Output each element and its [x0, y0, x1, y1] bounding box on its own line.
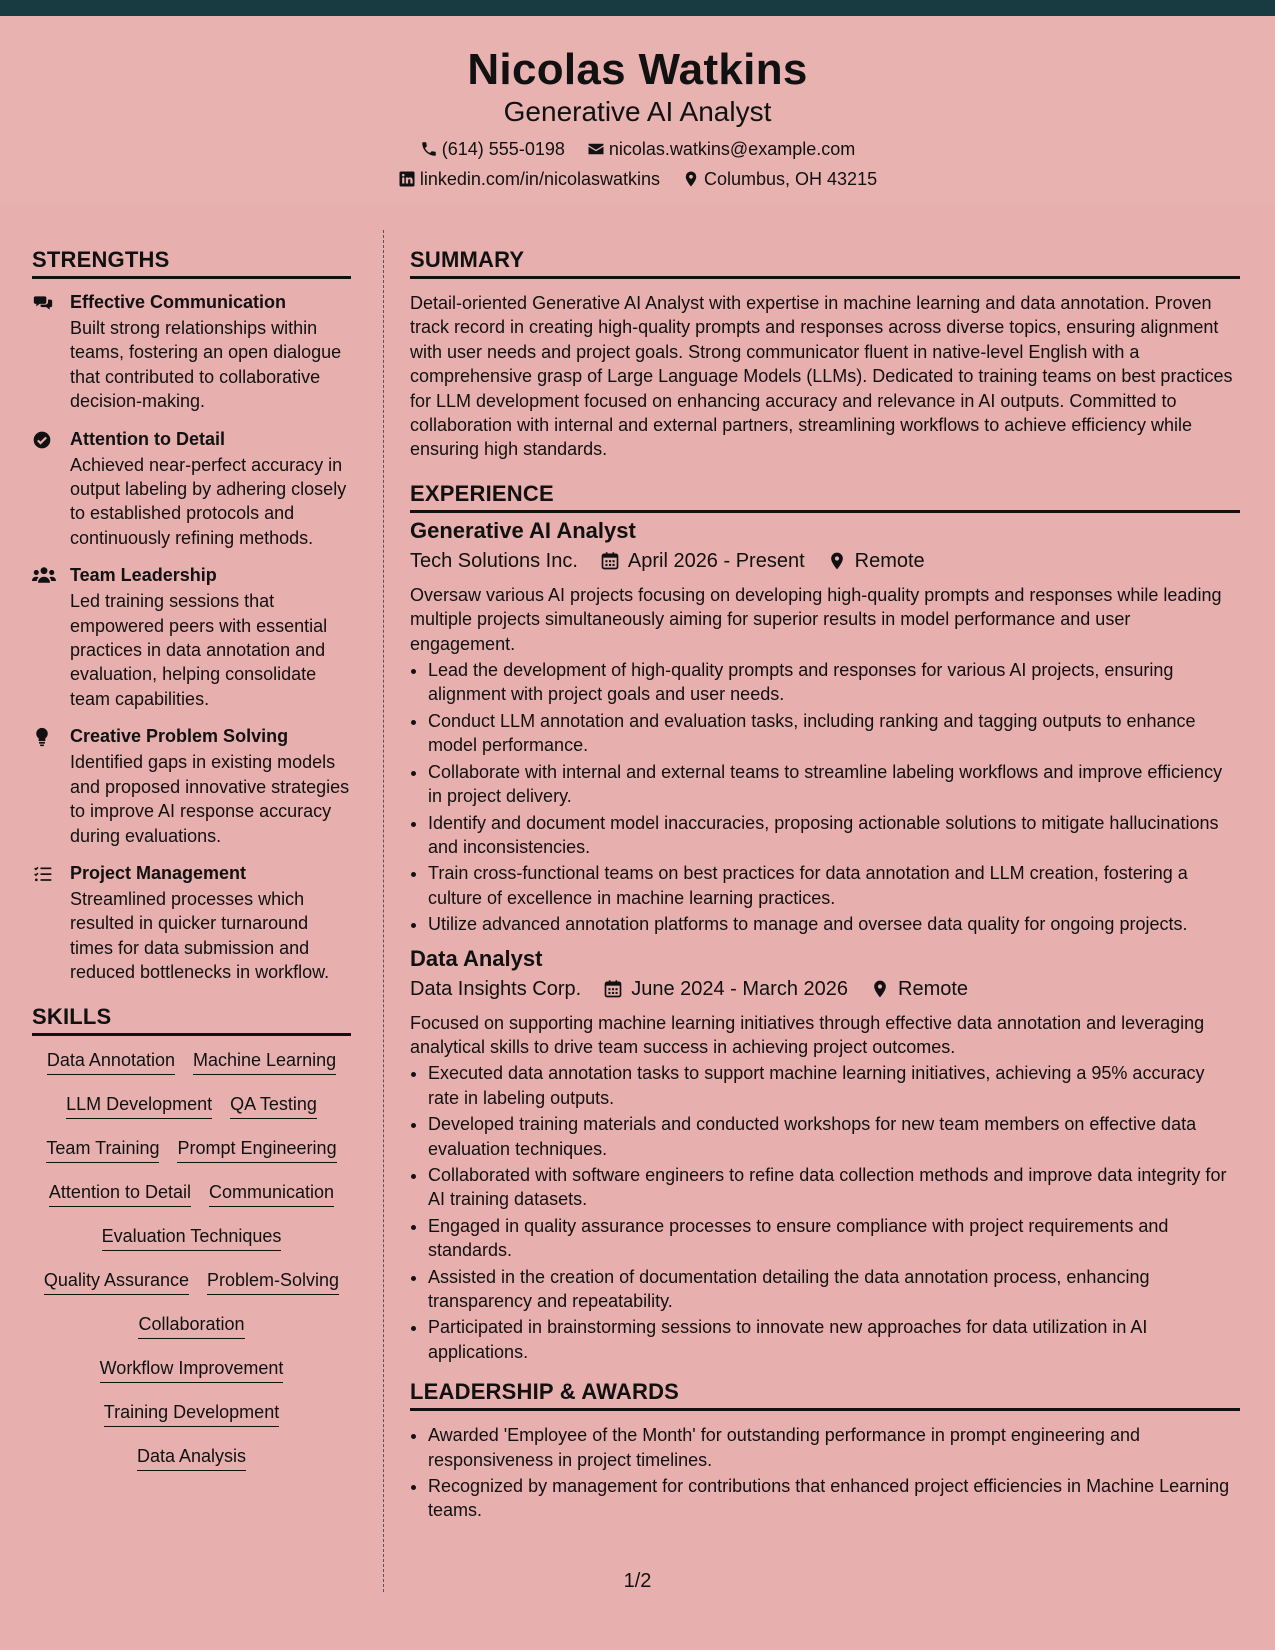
skill-row: [32, 1312, 351, 1339]
skill-tag: Evaluation Techniques: [102, 1224, 282, 1251]
skill-row: [32, 1136, 351, 1163]
job-bullet: • Lead the development of high-quality prompts and responses for various AI projects, ensuring alignment with project goals and user needs.: [428, 658, 1240, 707]
strength-text: Streamlined processes which resulted in quicker turnaround times for data submission and reduced bottlenecks in workflow.: [70, 888, 330, 983]
column-divider: [383, 230, 384, 1592]
job-bullet: • Collaborated with software engineers to refine data collection methods and improve data integrity for AI training datasets.: [428, 1163, 1240, 1212]
top-accent-bar: [0, 0, 1275, 16]
users-icon: [32, 564, 70, 711]
strength-item: [32, 291, 351, 414]
strength-body: [70, 725, 351, 848]
job-bullet: • Assisted in the creation of documentation detailing the data annotation process, enhancing transparency and repeatability.: [428, 1265, 1240, 1314]
contact-row-2: [0, 168, 1275, 190]
candidate-role: Generative AI Analyst: [503, 96, 772, 127]
strength-title: Project Management: [70, 862, 247, 883]
strengths-title: STRENGTHS: [32, 246, 351, 279]
strength-item: [32, 725, 351, 848]
left-column: [32, 246, 351, 1488]
strength-text: Achieved near-perfect accuracy in output labeling by adhering closely to established protocols and continuously refining methods.: [70, 454, 347, 548]
awards-title: LEADERSHIP & AWARDS: [410, 1378, 1240, 1411]
job-bullet: • Train cross-functional teams on best practices for data annotation and LLM creation, fostering a culture of excellence in machine learning practices.: [428, 861, 1240, 910]
skill-tag: QA Testing: [230, 1092, 317, 1119]
job-company: Data Insights Corp.: [410, 977, 582, 1000]
job-bullet: • Developed training materials and conducted workshops for new team members on effective data evaluation techniques.: [428, 1112, 1240, 1161]
linkedin-contact[interactable]: [398, 168, 660, 190]
strengths-list: [32, 291, 351, 985]
skill-tag: Prompt Engineering: [177, 1136, 336, 1163]
experience-list: [410, 517, 1240, 1364]
summary-title: SUMMARY: [410, 246, 1240, 279]
job-description: Focused on supporting machine learning initiatives through effective data annotation and leveraging analytical skills to drive team success in achieving project outcomes.: [410, 1012, 1205, 1057]
job-location: Remote: [898, 977, 969, 1000]
job-dates: April 2026 - Present: [627, 549, 805, 572]
job-entry: [410, 945, 1240, 1365]
job-location: Remote: [854, 549, 925, 572]
strength-body: [70, 862, 351, 985]
right-column: [410, 246, 1240, 1531]
skill-row: [32, 1400, 351, 1427]
skills-title: SKILLS: [32, 1003, 351, 1036]
strength-text: Identified gaps in existing models and proposed innovative strategies to improve AI response accuracy during evaluations.: [70, 752, 350, 846]
linkedin-text: linkedin.com/in/nicolaswatkins: [419, 169, 660, 189]
skill-tag: Training Development: [104, 1400, 279, 1427]
job-meta: [410, 547, 1240, 575]
strength-item: [32, 862, 351, 985]
map-marker-icon: [870, 979, 890, 999]
skill-row: [32, 1356, 351, 1383]
strength-title: Attention to Detail: [70, 428, 225, 449]
skill-row: [32, 1180, 351, 1207]
phone-text: (614) 555-0198: [441, 139, 565, 159]
location-text: Columbus, OH 43215: [704, 169, 878, 189]
job-entry: [410, 517, 1240, 937]
phone-contact[interactable]: [420, 138, 565, 160]
map-marker-icon: [682, 170, 700, 188]
job-bullet: • Participated in brainstorming sessions to innovate new approaches for data utilization in AI applications.: [428, 1315, 1240, 1364]
phone-icon: [420, 140, 438, 158]
tasks-icon: [32, 862, 70, 985]
strength-title: Team Leadership: [70, 565, 217, 586]
awards-list: [410, 1423, 1240, 1523]
award-item: • Recognized by management for contributions that enhanced project efficiencies in Machine Learning teams.: [428, 1474, 1240, 1523]
strength-text: Led training sessions that empowered peers with essential practices in data annotation and evaluation, helping consolidate team capabilities.: [70, 591, 328, 709]
linkedin-icon: [398, 170, 416, 188]
strength-text: Built strong relationships within teams, fostering an open dialogue that contributed to collaborative decision-making.: [70, 318, 342, 412]
skill-row: [32, 1224, 351, 1251]
skill-tag: Quality Assurance: [44, 1268, 189, 1295]
envelope-icon: [587, 140, 605, 158]
email-contact[interactable]: [587, 138, 855, 160]
lightbulb-icon: [32, 725, 70, 848]
skill-tag: Problem-Solving: [207, 1268, 339, 1295]
job-meta: [410, 975, 1240, 1003]
job-bullets: [410, 658, 1240, 936]
check-circle-icon: [32, 428, 70, 551]
job-title: Generative AI Analyst: [410, 517, 636, 543]
job-dates: June 2024 - March 2026: [631, 977, 849, 1000]
summary-text: Detail-oriented Generative AI Analyst with expertise in machine learning and data annotation. Proven track record in creating high-quality prompts and responses across diverse topics, ensuring alignment with user needs and project goals. Strong communicator fluent in native-level English with a comprehensive grasp of Large Language Models (LLMs). Dedicated to training teams on best practices for LLM development focused on enhancing accuracy and relevance in AI outputs. Committed to collaboration with internal and external partners, streamlining workflows to achieve efficiency while ensuring high standards.: [410, 293, 1233, 460]
resume-header: [0, 16, 1275, 204]
strength-item: [32, 428, 351, 551]
strength-item: [32, 564, 351, 711]
location-contact: [682, 168, 877, 190]
strength-title: Creative Problem Solving: [70, 726, 289, 747]
job-title: Data Analyst: [410, 945, 543, 971]
skill-tag: Data Analysis: [137, 1444, 246, 1471]
skill-row: [32, 1048, 351, 1075]
map-marker-icon: [827, 551, 847, 571]
strength-title: Effective Communication: [70, 292, 287, 312]
job-bullets: [410, 1061, 1240, 1364]
job-bullet: • Utilize advanced annotation platforms to manage and oversee data quality for ongoing projects.: [428, 912, 1240, 936]
award-item: • Awarded 'Employee of the Month' for outstanding performance in prompt engineering and responsiveness in project timelines.: [428, 1423, 1240, 1472]
skill-row: [32, 1444, 351, 1471]
skill-tag: Workflow Improvement: [100, 1356, 284, 1383]
skill-tag: Data Annotation: [47, 1048, 175, 1075]
calendar-icon: [600, 551, 620, 571]
candidate-name: Nicolas Watkins: [467, 45, 808, 94]
job-bullet: • Engaged in quality assurance processes to ensure compliance with project requirements and standards.: [428, 1214, 1240, 1263]
email-text: nicolas.watkins@example.com: [608, 139, 856, 159]
contact-row-1: [0, 138, 1275, 160]
skill-tag: Communication: [209, 1180, 334, 1207]
experience-title: EXPERIENCE: [410, 480, 1240, 513]
skill-tag: Team Training: [46, 1136, 159, 1163]
skill-tag: Collaboration: [138, 1312, 244, 1339]
comments-icon: [32, 291, 70, 414]
strength-body: [70, 428, 351, 551]
skill-tag: Machine Learning: [193, 1048, 336, 1075]
job-bullet: • Conduct LLM annotation and evaluation tasks, including ranking and tagging outputs to enhance model performance.: [428, 709, 1240, 758]
skill-row: [32, 1268, 351, 1295]
strength-body: [70, 564, 351, 711]
calendar-icon: [603, 979, 623, 999]
strength-body: [70, 291, 351, 414]
job-description: Oversaw various AI projects focusing on developing high-quality prompts and responses while leading multiple projects simultaneously aiming for superior results in model performance and user engagement.: [410, 584, 1222, 654]
skill-tag: LLM Development: [66, 1092, 212, 1119]
job-bullet: • Collaborate with internal and external teams to streamline labeling workflows and improve efficiency in project delivery.: [428, 760, 1240, 809]
page-number: 1/2: [623, 1570, 652, 1592]
job-bullet: • Identify and document model inaccuracies, proposing actionable solutions to mitigate hallucinations and inconsistencies.: [428, 811, 1240, 860]
skill-tag: Attention to Detail: [49, 1180, 191, 1207]
job-bullet: • Executed data annotation tasks to support machine learning initiatives, achieving a 95% accuracy rate in labeling outputs.: [428, 1061, 1240, 1110]
skill-row: [32, 1092, 351, 1119]
job-company: Tech Solutions Inc.: [410, 549, 578, 572]
skills-list: [32, 1048, 351, 1471]
